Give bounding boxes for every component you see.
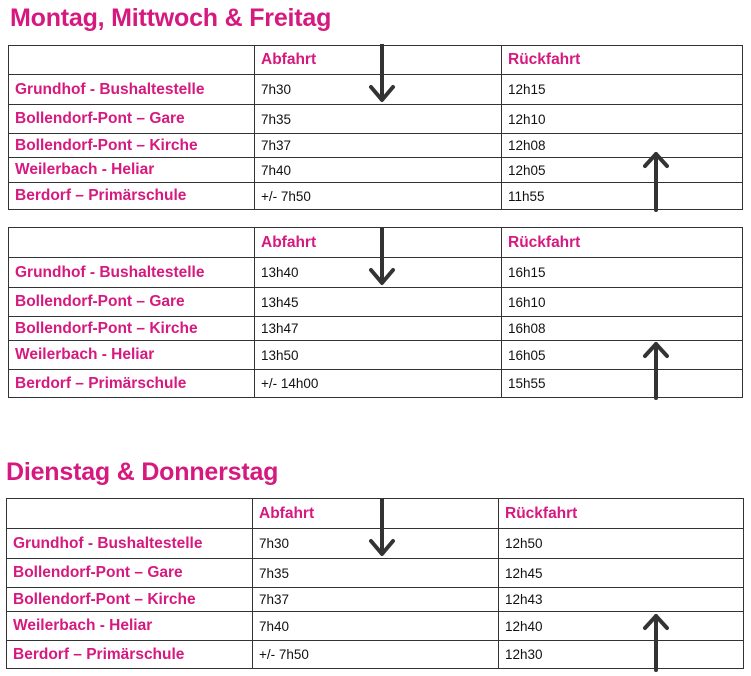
table-row	[9, 341, 743, 370]
table-row	[9, 288, 743, 317]
departure-time: 7h37	[253, 588, 499, 612]
header-empty-cell	[7, 499, 253, 529]
return-time: 16h10	[502, 288, 743, 317]
stop-name: Bollendorf-Pont – Gare	[9, 288, 255, 317]
departure-time: 7h35	[255, 105, 502, 134]
arrow-down-icon	[366, 44, 398, 104]
stop-name: Bollendorf-Pont – Gare	[9, 105, 255, 134]
header-departure: Abfahrt	[253, 499, 499, 529]
table-row	[7, 588, 744, 612]
arrow-up-icon	[640, 612, 672, 672]
table-row	[9, 317, 743, 341]
header-departure: Abfahrt	[255, 46, 502, 75]
table-row	[9, 370, 743, 398]
table-row	[7, 641, 744, 669]
stop-name: Bollendorf-Pont – Kirche	[7, 588, 253, 612]
return-time: 15h55	[502, 370, 743, 398]
return-time: 12h15	[502, 75, 743, 105]
stop-name: Bollendorf-Pont – Kirche	[9, 134, 255, 158]
section-title-tt: Dienstag & Donnerstag	[6, 458, 279, 486]
return-time: 12h40	[499, 612, 744, 641]
header-return: Rückfahrt	[502, 46, 743, 75]
table-row	[9, 105, 743, 134]
header-empty-cell	[9, 46, 255, 75]
return-time: 12h05	[502, 158, 743, 183]
table-row	[7, 559, 744, 588]
return-time: 16h15	[502, 258, 743, 288]
return-time: 12h10	[502, 105, 743, 134]
return-time: 12h45	[499, 559, 744, 588]
table-row	[9, 183, 743, 210]
arrow-up-icon	[640, 150, 672, 212]
departure-time: 7h40	[255, 158, 502, 183]
stop-name: Bollendorf-Pont – Kirche	[9, 317, 255, 341]
table-row	[9, 134, 743, 158]
header-return: Rückfahrt	[502, 228, 743, 258]
departure-time: 13h45	[255, 288, 502, 317]
departure-time: 7h30	[255, 75, 502, 105]
departure-time: 13h47	[255, 317, 502, 341]
departure-time: +/- 7h50	[253, 641, 499, 669]
stop-name: Grundhof - Bushaltestelle	[9, 258, 255, 288]
header-departure: Abfahrt	[255, 228, 502, 258]
stop-name: Berdorf – Primärschule	[7, 641, 253, 669]
stop-name: Berdorf – Primärschule	[9, 370, 255, 398]
return-time: 12h43	[499, 588, 744, 612]
departure-time: +/- 7h50	[255, 183, 502, 210]
stop-name: Weilerbach - Heliar	[9, 158, 255, 183]
stop-name: Grundhof - Bushaltestelle	[7, 529, 253, 559]
header-return: Rückfahrt	[499, 499, 744, 529]
table-row	[7, 612, 744, 641]
return-time: 12h30	[499, 641, 744, 669]
departure-time: 7h30	[253, 529, 499, 559]
stop-name: Weilerbach - Heliar	[7, 612, 253, 641]
stop-name: Bollendorf-Pont – Gare	[7, 559, 253, 588]
section-title-mwf: Montag, Mittwoch & Freitag	[10, 4, 332, 32]
departure-time: 7h37	[255, 134, 502, 158]
table-row	[9, 158, 743, 183]
arrow-up-icon	[640, 340, 672, 400]
stop-name: Grundhof - Bushaltestelle	[9, 75, 255, 105]
departure-time: 13h40	[255, 258, 502, 288]
departure-time: 7h35	[253, 559, 499, 588]
return-time: 12h50	[499, 529, 744, 559]
departure-time: +/- 14h00	[255, 370, 502, 398]
return-time: 11h55	[502, 183, 743, 210]
header-empty-cell	[9, 228, 255, 258]
departure-time: 13h50	[255, 341, 502, 370]
return-time: 16h08	[502, 317, 743, 341]
arrow-down-icon	[366, 498, 398, 558]
stop-name: Berdorf – Primärschule	[9, 183, 255, 210]
departure-time: 7h40	[253, 612, 499, 641]
return-time: 12h08	[502, 134, 743, 158]
return-time: 16h05	[502, 341, 743, 370]
arrow-down-icon	[366, 227, 398, 287]
stop-name: Weilerbach - Heliar	[9, 341, 255, 370]
